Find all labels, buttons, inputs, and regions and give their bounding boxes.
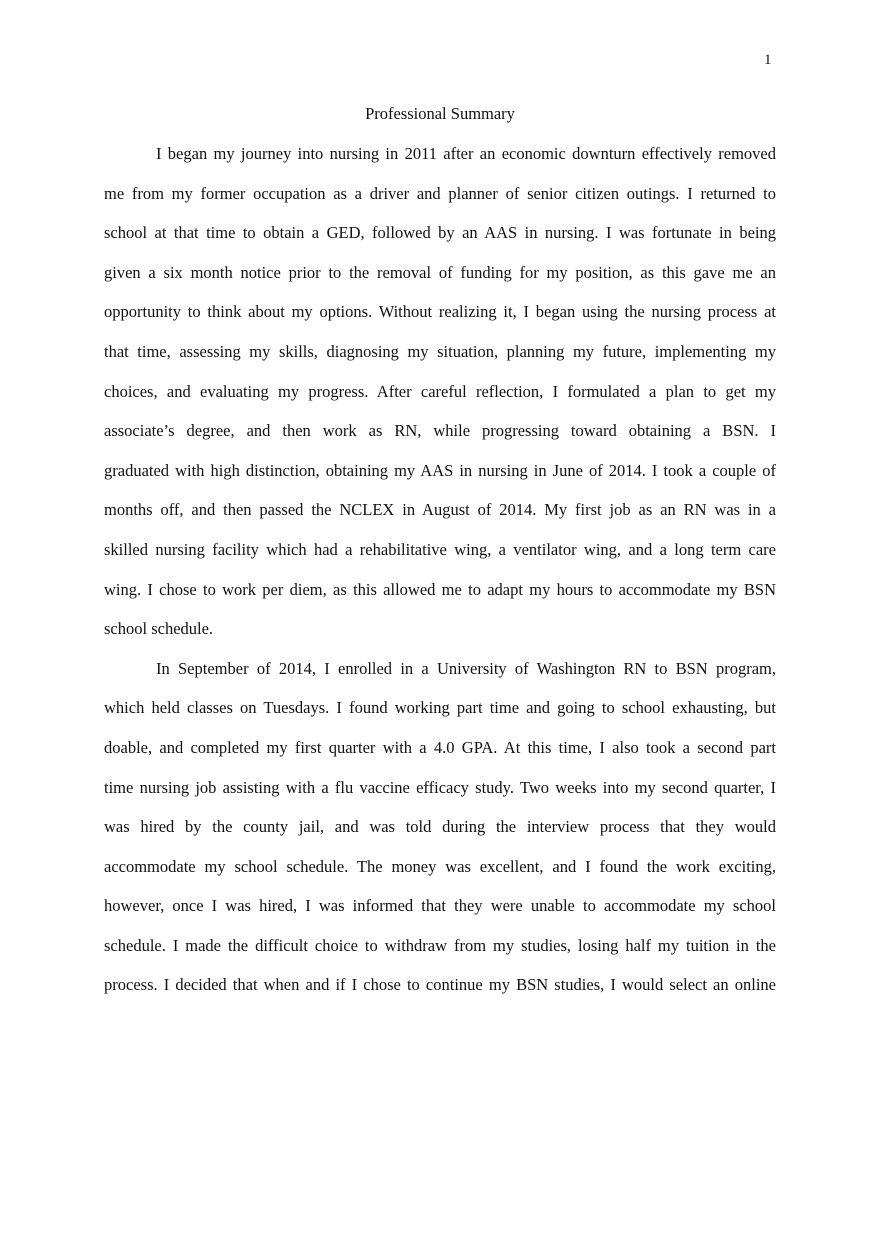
text-line: graduated with high distinction, obtaining my AAS in nursing in June of 2014. I took a couple of — [104, 460, 776, 480]
page-number: 1 — [764, 52, 772, 68]
text-line: was hired by the county jail, and was told during the interview process that they would — [104, 817, 776, 837]
text-line: wing. I chose to work per diem, as this allowed me to adapt my hours to accommodate my BSN — [104, 579, 776, 599]
text-line: which held classes on Tuesdays. I found working part time and going to school exhausting, but — [104, 698, 776, 718]
text-line: school schedule. — [104, 619, 214, 639]
text-line: choices, and evaluating my progress. After careful reflection, I formulated a plan to get my — [104, 381, 776, 401]
text-line: doable, and completed my first quarter with a 4.0 GPA. At this time, I also took a second part — [104, 737, 776, 757]
paragraph — [104, 143, 776, 658]
paragraph — [104, 658, 776, 1014]
text-line: associate’s degree, and then work as RN, while progressing toward obtaining a BSN. I — [104, 421, 776, 441]
text-line: school at that time to obtain a GED, followed by an AAS in nursing. I was fortunate in being — [104, 223, 776, 243]
text-line: months off, and then passed the NCLEX in August of 2014. My first job as an RN was in a — [104, 500, 776, 520]
text-line: I began my journey into nursing in 2011 after an economic downturn effectively removed — [156, 144, 776, 163]
text-line: me from my former occupation as a driver and planner of senior citizen outings. I returned to — [104, 183, 776, 203]
text-line: opportunity to think about my options. Without realizing it, I began using the nursing process at — [104, 302, 776, 322]
text-line: that time, assessing my skills, diagnosing my situation, planning my future, implementing my — [104, 341, 776, 361]
text-line: given a six month notice prior to the removal of funding for my position, as this gave me an — [104, 262, 776, 282]
document-title: Professional Summary — [365, 104, 515, 123]
text-line: skilled nursing facility which had a rehabilitative wing, a ventilator wing, and a long term care — [104, 539, 776, 559]
text-line: In September of 2014, I enrolled in a University of Washington RN to BSN program, — [156, 658, 776, 678]
document-body — [104, 143, 776, 1014]
text-line: schedule. I made the difficult choice to withdraw from my studies, losing half my tuition in the — [104, 935, 776, 955]
text-line: process. I decided that when and if I chose to continue my BSN studies, I would select an online — [104, 975, 776, 995]
text-line: time nursing job assisting with a flu vaccine efficacy study. Two weeks into my second quarter, I — [104, 777, 776, 797]
text-line: accommodate my school schedule. The money was excellent, and I found the work exciting, — [104, 856, 776, 876]
text-line: however, once I was hired, I was informed that they were unable to accommodate my school — [104, 896, 776, 916]
